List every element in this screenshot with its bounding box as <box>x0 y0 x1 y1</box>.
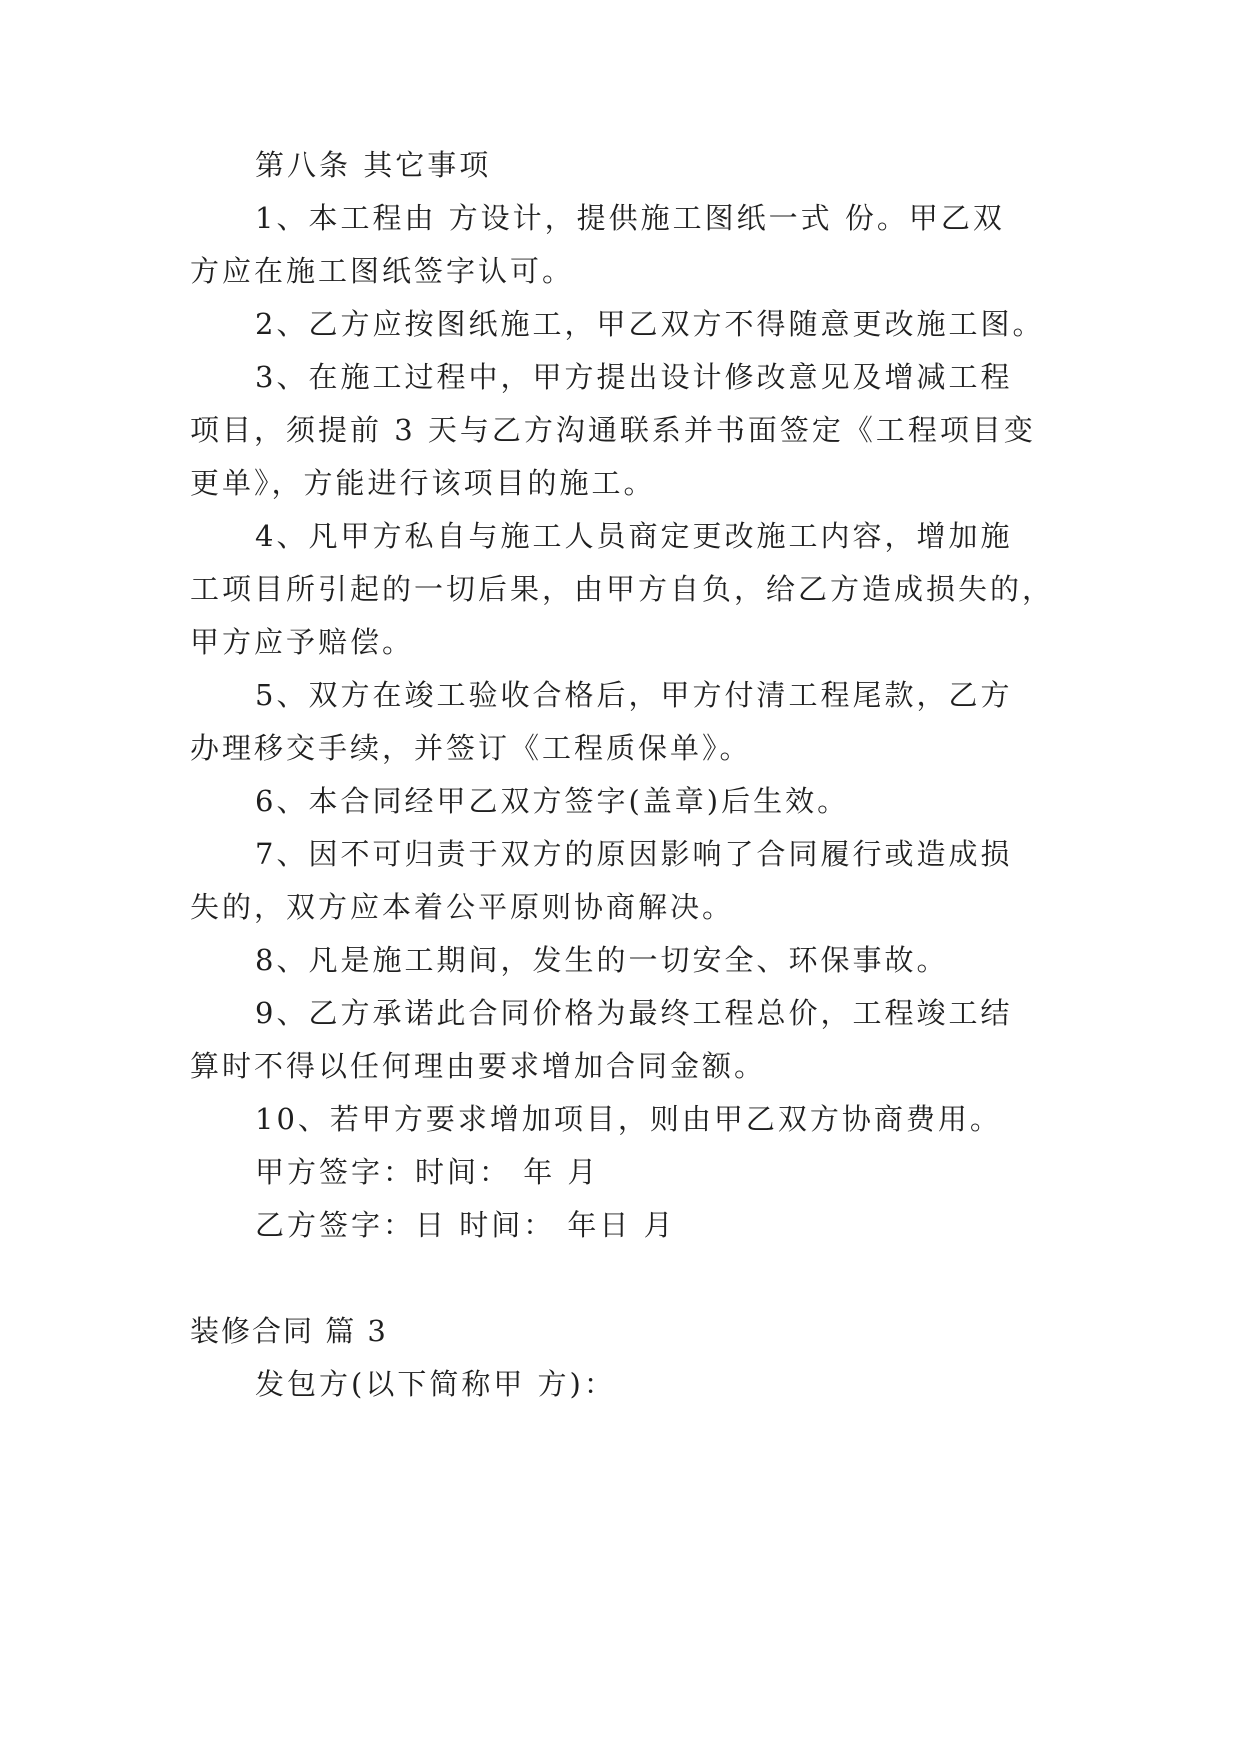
item-7-line-2: 失的，双方应本着公平原则协商解决。 <box>190 890 735 924</box>
item-5-line-1: 5、双方在竣工验收合格后，甲方付清工程尾款，乙方 <box>255 678 1013 712</box>
party-line: 发包方(以下简称甲 方)： <box>255 1367 616 1401</box>
item-5-line-2: 办理移交手续，并签订《工程质保单》。 <box>190 731 752 765</box>
item-6-line-1: 6、本合同经甲乙双方签字(盖章)后生效。 <box>255 784 850 818</box>
section-title: 装修合同 篇 3 <box>190 1314 388 1348</box>
item-8-line-1: 8、凡是施工期间，发生的一切安全、环保事故。 <box>255 943 949 977</box>
item-3-line-1: 3、在施工过程中，甲方提出设计修改意见及增减工程 <box>255 360 1013 394</box>
signature-party-b: 乙方签字：日 时间： 年日 月 <box>255 1208 676 1242</box>
item-10-line-1: 10、若甲方要求增加项目，则由甲乙双方协商费用。 <box>255 1102 1002 1136</box>
item-3-line-3: 更单》，方能进行该项目的施工。 <box>190 466 656 500</box>
signature-party-a: 甲方签字：时间： 年 月 <box>255 1155 600 1189</box>
item-4-line-1: 4、凡甲方私自与施工人员商定更改施工内容，增加施 <box>255 519 1013 553</box>
item-3-line-2: 项目，须提前 3 天与乙方沟通联系并书面签定《工程项目变 <box>190 413 1036 447</box>
item-2-line-1: 2、乙方应按图纸施工，甲乙双方不得随意更改施工图。 <box>255 307 1045 341</box>
item-4-line-2: 工项目所引起的一切后果，由甲方自负，给乙方造成损失的， <box>190 572 1055 606</box>
item-7-line-1: 7、因不可归责于双方的原因影响了合同履行或造成损 <box>255 837 1013 871</box>
item-4-line-3: 甲方应予赔偿。 <box>190 625 415 659</box>
item-1-line-2: 方应在施工图纸签字认可。 <box>190 254 575 288</box>
item-9-line-1: 9、乙方承诺此合同价格为最终工程总价，工程竣工结 <box>255 996 1013 1030</box>
item-9-line-2: 算时不得以任何理由要求增加合同金额。 <box>190 1049 767 1083</box>
article-heading: 第八条 其它事项 <box>255 148 492 182</box>
item-1-line-1: 1、本工程由 方设计，提供施工图纸一式 份。甲乙双 <box>255 201 1005 235</box>
